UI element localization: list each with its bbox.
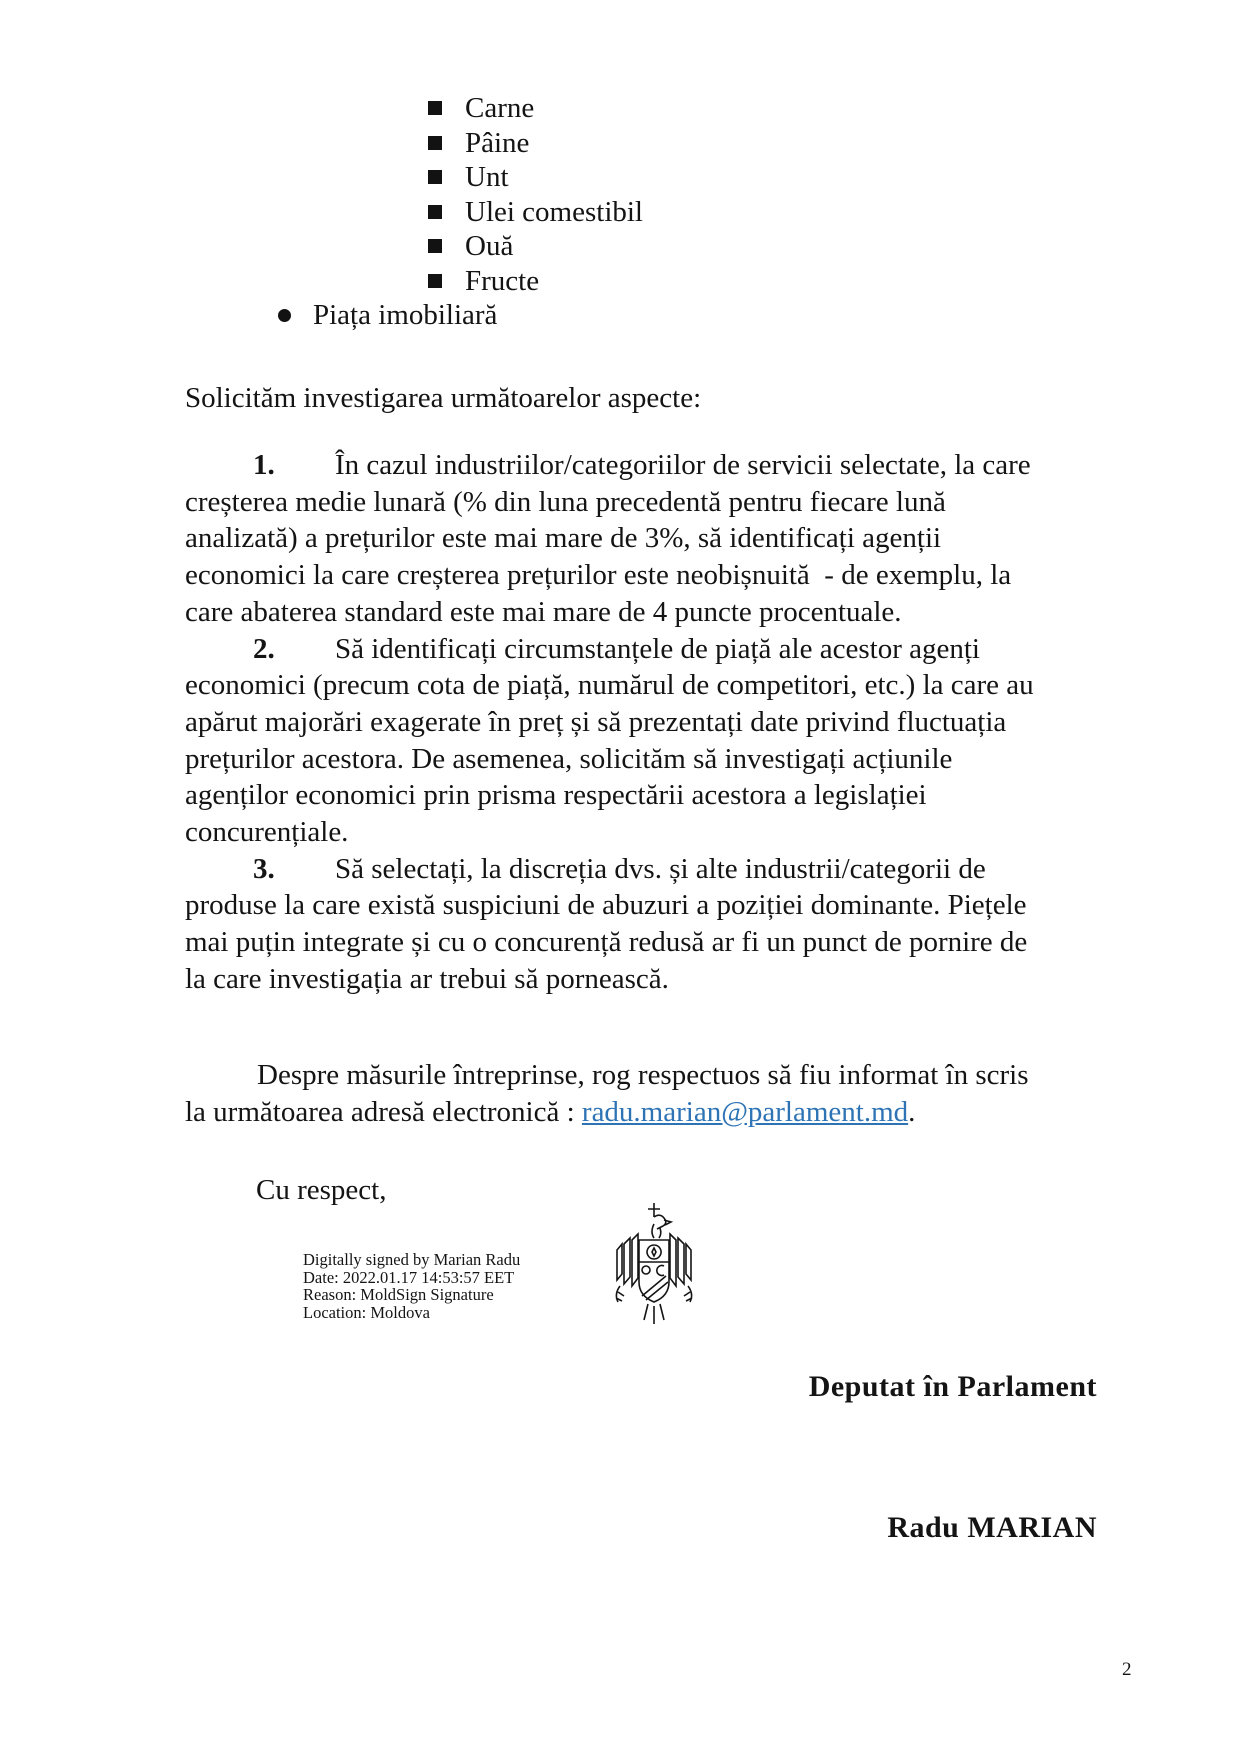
signatory-name: Radu MARIAN (887, 1511, 1097, 1544)
round-bullet-icon (278, 309, 291, 322)
paragraph-line: apărut majorări exagerate în preț și să prezentați date privind fluctuația (185, 705, 1007, 738)
signatory-block (809, 1269, 1097, 1645)
numbered-paragraph (185, 851, 1185, 998)
list-item-label: Ulei comestibil (465, 195, 643, 228)
list-item-label: Unt (465, 161, 509, 193)
paragraph-text: Să identificați circumstanțele de piață ale acestor agenți (335, 632, 980, 665)
paragraph-line: mai puțin integrate și cu o concurență redusă ar fi un punct de pornire de (185, 926, 1028, 959)
paragraph-line: prețurilor acestora. De asemenea, solicităm să investigați acțiunile (185, 742, 953, 775)
paragraph-line (185, 447, 1185, 484)
list-item (185, 229, 1165, 264)
paragraph-line: economici (precum cota de piață, numărul de competitori, etc.) la care au (185, 669, 1034, 702)
list-item (185, 91, 1165, 126)
list-item (185, 160, 1165, 195)
signature-stamp-line: Date: 2022.01.17 14:53:57 EET (303, 1267, 515, 1287)
square-bullet-icon (428, 205, 442, 219)
paragraph-line: agenților economici prin prisma respectării acestora a legislației (185, 779, 927, 812)
paragraph-line (185, 631, 1185, 668)
closing-line-2-suffix: . (908, 1095, 916, 1128)
closing-line-2-prefix: la următoarea adresă electronică : (185, 1095, 582, 1128)
paragraph-line: concurențiale. (185, 816, 349, 849)
paragraph-text: În cazul industriilor/categoriilor de servicii selectate, la care (335, 449, 1031, 481)
salutation: Cu respect, (256, 1174, 387, 1206)
list-item (185, 264, 1165, 299)
moldova-coat-of-arms-icon (608, 1200, 700, 1328)
paragraph-number: 3. (253, 852, 275, 885)
paragraph-line: la care investigația ar trebui să pornească. (185, 962, 669, 995)
paragraph-number: 2. (253, 632, 275, 665)
square-bullet-icon (428, 274, 442, 288)
square-bullet-icon (428, 101, 442, 115)
list-item-label: Ouă (465, 230, 514, 262)
email-link[interactable]: radu.marian@parlament.md (581, 1095, 909, 1128)
list-item-label: Piața imobiliară (313, 299, 498, 331)
list-item (185, 126, 1165, 161)
closing-paragraph (185, 1057, 1185, 1130)
list-item-piata-imobiliara (185, 298, 1178, 333)
square-bullet-icon (428, 170, 442, 184)
intro-sentence: Solicităm investigarea următoarelor aspecte: (185, 382, 702, 414)
page-number: 2 (1122, 1659, 1132, 1680)
paragraph-line (185, 851, 1185, 888)
list-item-label: Carne (465, 92, 535, 124)
paragraph-line: creșterea medie lunară (% din luna precedentă pentru fiecare lună (185, 485, 946, 518)
signature-stamp-line: Digitally signed by Marian Radu (303, 1250, 521, 1269)
paragraph-line: economici la care creșterea prețurilor este neobișnuită - de exemplu, la (185, 559, 1012, 592)
signatory-title: Deputat în Parlament (808, 1370, 1097, 1403)
square-bullet-icon (428, 136, 442, 150)
numbered-paragraph (185, 631, 1185, 851)
list-item-label: Pâine (465, 126, 530, 159)
numbered-paragraph (185, 447, 1185, 631)
paragraph-number: 1. (253, 449, 275, 481)
paragraph-text: Să selectați, la discreția dvs. și alte industrii/categorii de (335, 852, 986, 885)
food-items-list (185, 91, 1165, 298)
digital-signature-stamp (303, 1251, 520, 1321)
paragraph-line: care abaterea standard este mai mare de 4 puncte procentuale. (185, 595, 902, 628)
square-bullet-icon (428, 239, 442, 253)
list-item-label: Fructe (465, 264, 540, 297)
signature-stamp-line: Reason: MoldSign Signature (303, 1285, 494, 1304)
numbered-paragraphs (185, 447, 1185, 998)
signature-stamp-line: Location: Moldova (303, 1302, 430, 1322)
paragraph-line: analizată) a prețurilor este mai mare de 3%, să identificați agenții (185, 522, 942, 555)
paragraph-line: produse la care există suspiciuni de abuzuri a poziției dominante. Piețele (185, 889, 1027, 922)
closing-line-2 (185, 1094, 1185, 1131)
list-item (185, 195, 1165, 230)
closing-line-1: Despre măsurile întreprinse, rog respectuos să fiu informat în scris (257, 1059, 1029, 1091)
